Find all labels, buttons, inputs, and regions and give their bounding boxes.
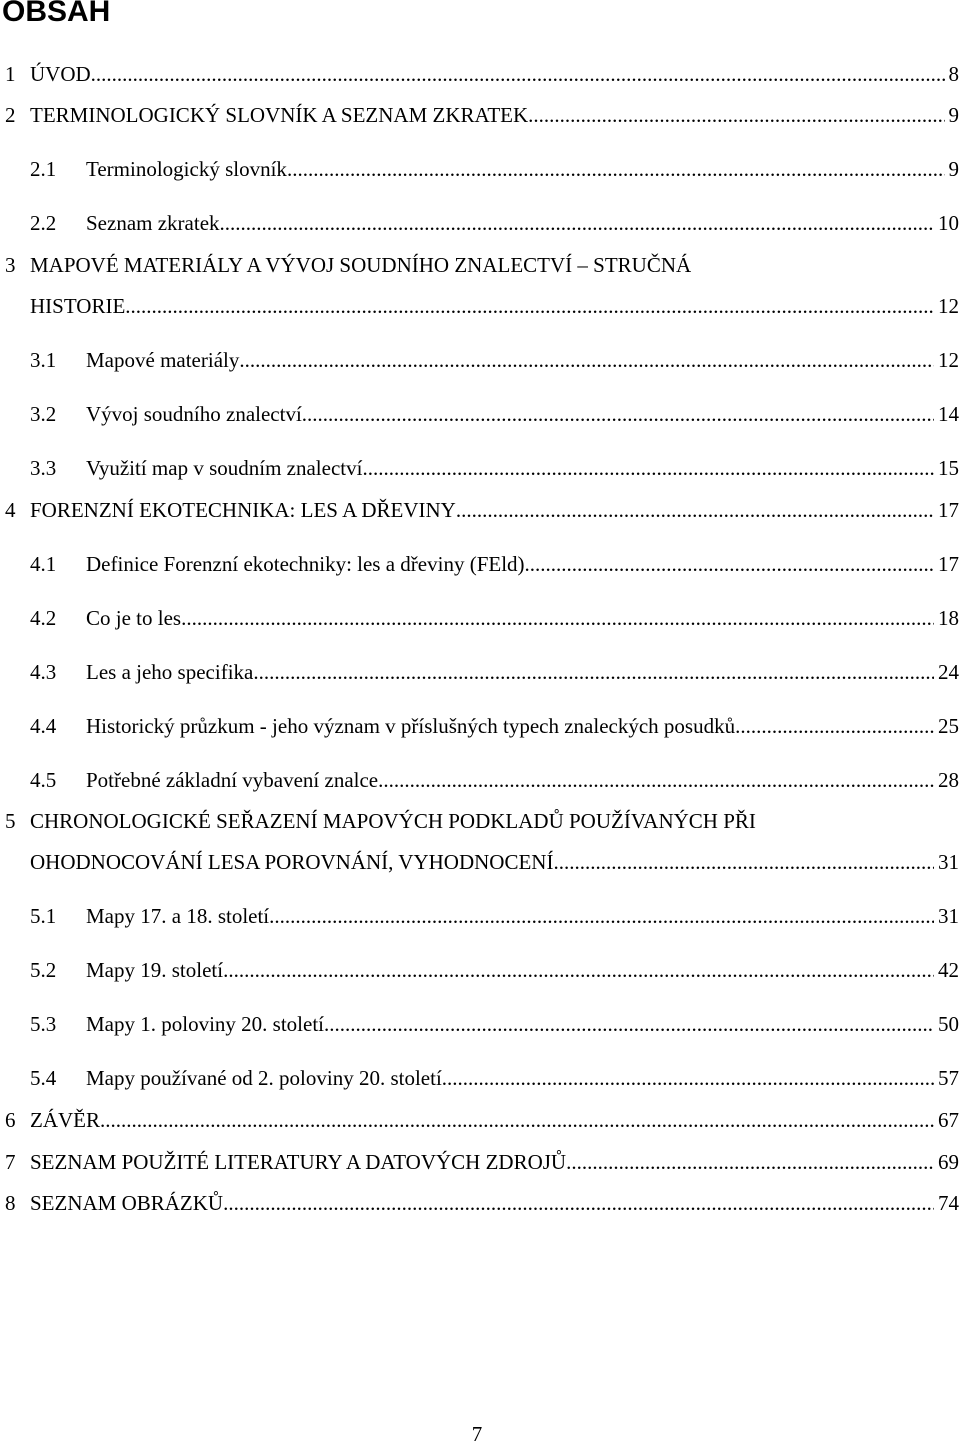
toc-number: 4 (5, 498, 16, 522)
toc-label: MAPOVÉ MATERIÁLY A VÝVOJ SOUDNÍHO ZNALECTVÍ – STRUČNÁ (30, 253, 692, 277)
toc-number: 3.1 (30, 348, 57, 372)
toc-page: 31 (938, 850, 959, 874)
dot-leader (566, 1147, 934, 1177)
toc-label: Co je to les (86, 606, 182, 630)
toc-entry[interactable] (0, 955, 959, 985)
toc-label-continuation: OHODNOCOVÁNÍ LESA POROVNÁNÍ, VYHODNOCENÍ (30, 850, 554, 874)
toc-number: 2 (5, 103, 16, 127)
toc-entry-continuation[interactable] (30, 291, 959, 321)
dot-leader (269, 901, 934, 931)
toc-page: 12 (938, 348, 959, 372)
toc-entry[interactable] (0, 1105, 959, 1135)
toc-entry[interactable] (0, 208, 959, 238)
toc-label: Vývoj soudního znalectví (86, 402, 302, 426)
toc-page: 9 (948, 157, 959, 181)
toc-entry[interactable] (0, 453, 959, 483)
toc-page: 9 (948, 103, 959, 127)
dot-leader (223, 1188, 934, 1218)
toc-entry[interactable] (0, 345, 959, 375)
toc-page: 17 (938, 552, 959, 576)
toc-page: 50 (938, 1012, 959, 1036)
toc-number: 8 (5, 1191, 16, 1215)
toc-page: 31 (938, 904, 959, 928)
dot-leader (324, 1009, 934, 1039)
toc-number: 5 (5, 809, 16, 833)
toc-label: TERMINOLOGICKÝ SLOVNÍK A SEZNAM ZKRATEK (30, 103, 529, 127)
toc-page: 15 (938, 456, 959, 480)
toc-page: 8 (948, 62, 959, 86)
toc-label: Seznam zkratek (86, 211, 220, 235)
toc-label: CHRONOLOGICKÉ SEŘAZENÍ MAPOVÝCH PODKLADŮ POUŽÍVANÝCH PŘI (30, 809, 756, 833)
toc-label: ZÁVĚR (30, 1108, 100, 1132)
dot-leader (125, 291, 934, 321)
toc-label: SEZNAM POUŽITÉ LITERATURY A DATOVÝCH ZDROJŮ (30, 1150, 567, 1174)
toc-label: Terminologický slovník (86, 157, 287, 181)
dot-leader (735, 711, 934, 741)
dot-leader (362, 453, 934, 483)
toc-label: Definice Forenzní ekotechniky: les a dřeviny (FEld) (86, 552, 525, 576)
toc-number: 4.1 (30, 552, 57, 576)
toc-entry[interactable] (0, 711, 959, 741)
toc-page: 12 (938, 294, 959, 318)
toc-page: 14 (938, 402, 959, 426)
toc-label: SEZNAM OBRÁZKŮ (30, 1191, 224, 1215)
toc-entry[interactable] (0, 657, 959, 687)
dot-leader (239, 345, 934, 375)
toc-number: 5.3 (30, 1012, 57, 1036)
toc-entry[interactable] (0, 59, 959, 89)
toc-label: FORENZNÍ EKOTECHNIKA: LES A DŘEVINY (30, 498, 456, 522)
toc-page: 42 (938, 958, 959, 982)
toc-page: 74 (938, 1191, 959, 1215)
toc-entry[interactable] (0, 549, 959, 579)
toc-number: 7 (5, 1150, 16, 1174)
dot-leader (253, 657, 934, 687)
toc-title: OBSAH (2, 0, 111, 28)
toc-number: 2.2 (30, 211, 57, 235)
toc-entry[interactable] (0, 495, 959, 525)
toc-entry[interactable] (0, 603, 959, 633)
toc-entry[interactable] (0, 765, 959, 795)
toc-label: ÚVOD (30, 62, 91, 86)
toc-label: Mapy 19. století (86, 958, 224, 982)
toc-page: 25 (938, 714, 959, 738)
toc-label: Mapy používané od 2. poloviny 20. století (86, 1066, 442, 1090)
toc-label: Mapové materiály (86, 348, 240, 372)
dot-leader (220, 208, 934, 238)
toc-entry[interactable] (0, 250, 959, 280)
dot-leader (181, 603, 934, 633)
toc-number: 2.1 (30, 157, 57, 181)
toc-number: 5.4 (30, 1066, 57, 1090)
toc-page: 18 (938, 606, 959, 630)
dot-leader (528, 100, 944, 130)
toc-entry[interactable] (0, 1009, 959, 1039)
dot-leader (456, 495, 934, 525)
page-number: 7 (471, 1422, 483, 1446)
dot-leader (91, 59, 945, 89)
toc-entry[interactable] (0, 1188, 959, 1218)
toc-number: 1 (5, 62, 16, 86)
dot-leader (223, 955, 934, 985)
toc-number: 6 (5, 1108, 16, 1132)
toc-entry[interactable] (0, 806, 959, 836)
toc-number: 3.3 (30, 456, 57, 480)
dot-leader (442, 1063, 934, 1093)
toc-label: Mapy 17. a 18. století (86, 904, 270, 928)
dot-leader (553, 847, 934, 877)
toc-number: 3 (5, 253, 16, 277)
toc-number: 4.3 (30, 660, 57, 684)
toc-entry[interactable] (0, 1147, 959, 1177)
toc-entry[interactable] (0, 1063, 959, 1093)
toc-label: Historický průzkum - jeho význam v příslušných typech znaleckých posudků (86, 714, 736, 738)
dot-leader (525, 549, 934, 579)
toc-number: 3.2 (30, 402, 57, 426)
toc-page: 10 (938, 211, 959, 235)
toc-number: 4.2 (30, 606, 57, 630)
toc-number: 4.5 (30, 768, 57, 792)
toc-label: Mapy 1. poloviny 20. století (86, 1012, 324, 1036)
toc-page: 69 (938, 1150, 959, 1174)
toc-label: Les a jeho specifika (86, 660, 254, 684)
dot-leader (100, 1105, 934, 1135)
toc-entry[interactable] (0, 399, 959, 429)
dot-leader (287, 154, 945, 184)
toc-page: 17 (938, 498, 959, 522)
toc-entry[interactable] (0, 901, 959, 931)
dot-leader (302, 399, 934, 429)
toc-label: Potřebné základní vybavení znalce (86, 768, 379, 792)
toc-label: Využití map v soudním znalectví (86, 456, 363, 480)
toc-page: 67 (938, 1108, 959, 1132)
toc-number: 5.2 (30, 958, 57, 982)
toc-entry[interactable] (0, 154, 959, 184)
toc-page: 57 (938, 1066, 959, 1090)
toc-number: 4.4 (30, 714, 57, 738)
dot-leader (378, 765, 934, 795)
toc-number: 5.1 (30, 904, 57, 928)
toc-label-continuation: HISTORIE (30, 294, 126, 318)
toc-page: 24 (938, 660, 959, 684)
toc-entry-continuation[interactable] (30, 847, 959, 877)
toc-page: 28 (938, 768, 959, 792)
toc-entry[interactable] (0, 100, 959, 130)
